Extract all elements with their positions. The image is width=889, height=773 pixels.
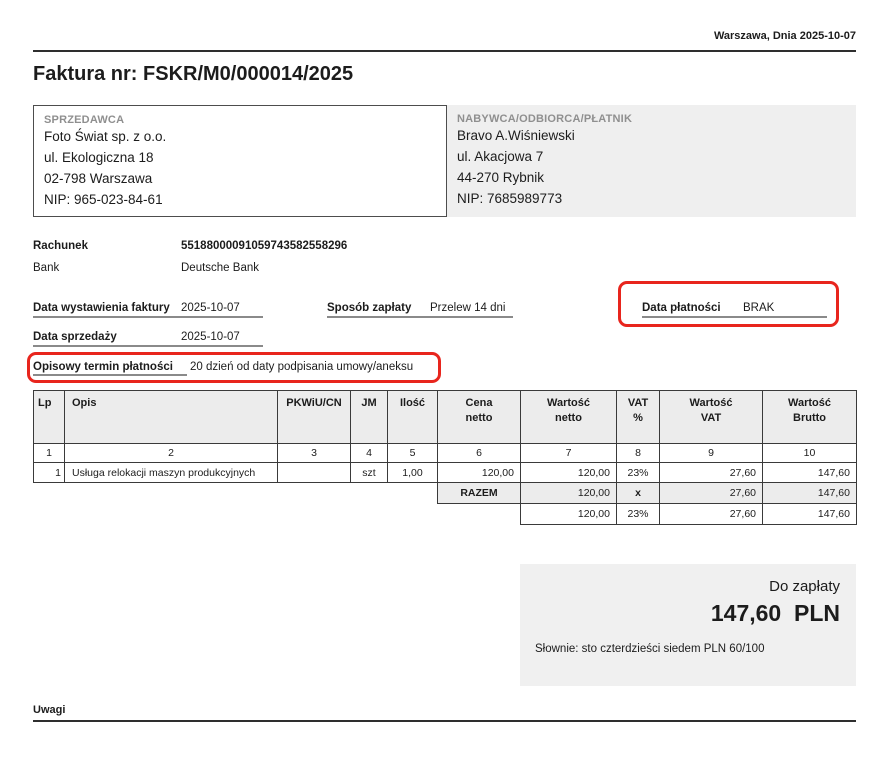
item-gross-value: 147,60 <box>763 463 857 483</box>
seller-street: ul. Ekologiczna 18 <box>44 150 154 165</box>
totals-spacer <box>34 483 438 504</box>
vat-breakdown-row <box>34 504 857 525</box>
payment-date-value: BRAK <box>743 302 775 314</box>
buyer-nip: NIP: 7685989773 <box>457 191 563 206</box>
account-number: 55188000091059743582558296 <box>181 240 348 252</box>
razem-label: RAZEM <box>438 483 521 504</box>
item-lp: 1 <box>34 463 65 483</box>
payment-method-value: Przelew 14 dni <box>430 302 506 314</box>
seller-nip: NIP: 965-023-84-61 <box>44 192 163 207</box>
invoice-title: Faktura nr: FSKR/M0/000014/2025 <box>33 63 354 85</box>
issue-date-value: 2025-10-07 <box>181 302 240 314</box>
issue-date-label: Data wystawienia faktury <box>33 302 170 314</box>
col-num: 9 <box>660 444 763 463</box>
razem-vat-value: 27,60 <box>660 483 763 504</box>
descriptive-term-value: 20 dzień od daty podpisania umowy/aneksu <box>190 361 414 373</box>
col-num: 6 <box>438 444 521 463</box>
item-vat-value: 27,60 <box>660 463 763 483</box>
razem-net-value: 120,00 <box>521 483 617 504</box>
seller-box <box>33 105 447 217</box>
buyer-name: Bravo A.Wiśniewski <box>457 128 575 143</box>
col-header-cena-netto: Cena netto <box>438 391 521 444</box>
descriptive-term-label: Opisowy termin płatności <box>33 361 187 376</box>
notes-divider <box>33 720 856 722</box>
col-header-pkwiu: PKWiU/CN <box>278 391 351 444</box>
col-num: 5 <box>388 444 438 463</box>
razem-vat-rate: x <box>617 483 660 504</box>
buyer-street: ul. Akacjowa 7 <box>457 149 544 164</box>
bank-name: Deutsche Bank <box>181 262 259 274</box>
col-header-jm: JM <box>351 391 388 444</box>
item-net-value: 120,00 <box>521 463 617 483</box>
amount-due: 147,60 PLN <box>710 600 840 626</box>
razem-gross-value: 147,60 <box>763 483 857 504</box>
breakdown-gross-value: 147,60 <box>763 504 857 525</box>
place-date: Warszawa, Dnia 2025-10-07 <box>713 30 856 42</box>
header-divider <box>33 50 856 52</box>
col-num: 7 <box>521 444 617 463</box>
item-vat-rate: 23% <box>617 463 660 483</box>
col-header-opis: Opis <box>65 391 278 444</box>
breakdown-spacer <box>34 504 521 525</box>
item-net-price: 120,00 <box>438 463 521 483</box>
item-unit: szt <box>351 463 388 483</box>
breakdown-vat-value: 27,60 <box>660 504 763 525</box>
due-label: Do zapłaty <box>769 578 840 595</box>
col-num: 10 <box>763 444 857 463</box>
col-header-ilosc: Ilość <box>388 391 438 444</box>
payment-method-underline <box>327 316 513 318</box>
col-num: 3 <box>278 444 351 463</box>
issue-date-underline <box>33 316 263 318</box>
payment-method-label: Sposób zapłaty <box>327 302 412 314</box>
table-header-row <box>34 391 857 444</box>
seller-name: Foto Świat sp. z o.o. <box>44 129 167 144</box>
col-num: 4 <box>351 444 388 463</box>
column-numbers-row <box>34 444 857 463</box>
items-table <box>33 390 857 525</box>
item-pkwiu <box>278 463 351 483</box>
amount-in-words: Słownie: sto czterdzieści siedem PLN 60/100 <box>535 643 765 655</box>
item-row <box>34 463 857 483</box>
item-description: Usługa relokacji maszyn produkcyjnych <box>65 463 278 483</box>
buyer-box <box>447 105 856 217</box>
sale-date-label: Data sprzedaży <box>33 331 117 343</box>
col-header-wartosc-vat: Wartość VAT <box>660 391 763 444</box>
breakdown-vat-rate: 23% <box>617 504 660 525</box>
col-header-vat: VAT % <box>617 391 660 444</box>
totals-row <box>34 483 857 504</box>
payment-date-underline <box>642 316 827 318</box>
buyer-city: 44-270 Rybnik <box>457 170 545 185</box>
item-quantity: 1,00 <box>388 463 438 483</box>
col-header-wartosc-brutto: Wartość Brutto <box>763 391 857 444</box>
col-header-lp: Lp <box>34 391 65 444</box>
sale-date-underline <box>33 345 263 347</box>
account-label: Rachunek <box>33 240 88 252</box>
notes-label: Uwagi <box>33 704 66 716</box>
col-num: 2 <box>65 444 278 463</box>
col-num: 1 <box>34 444 65 463</box>
buyer-label: NABYWCA/ODBIORCA/PŁATNIK <box>457 113 633 125</box>
bank-label: Bank <box>33 262 60 274</box>
sale-date-value: 2025-10-07 <box>181 331 240 343</box>
col-header-wartosc-netto: Wartość netto <box>521 391 617 444</box>
seller-label: SPRZEDAWCA <box>44 114 125 126</box>
payment-date-label: Data płatności <box>642 302 721 314</box>
seller-city: 02-798 Warszawa <box>44 171 153 186</box>
summary-box <box>520 564 856 686</box>
col-num: 8 <box>617 444 660 463</box>
breakdown-net-value: 120,00 <box>521 504 617 525</box>
